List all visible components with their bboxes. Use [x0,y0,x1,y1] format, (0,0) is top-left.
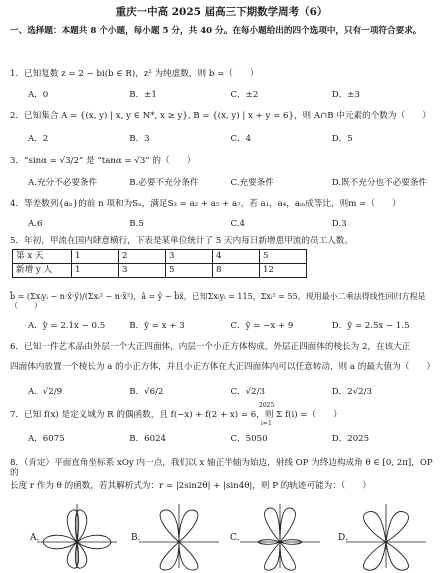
question-2-stem: 2．已知集合 A = {(x, y) | x, y ∈ N*, x ≥ y}, B = {(x, y) | x + y = 6}，则 A∩B 中元素的个数为（ ） [10,111,431,121]
sum-lower-limit: i=1 [261,420,272,427]
option-d: D． [338,533,355,543]
option-a: A． [30,533,46,543]
option-a: A．2 [28,134,49,144]
option-c: C．√2/3 [230,387,265,397]
table-cell: 2 [119,250,166,264]
curve-graph-a [33,502,121,572]
option-b: B．ŷ = x + 3 [129,321,185,331]
question-4-options [28,220,433,230]
question-8-line-2: 长度 r 作为 θ 的函数，若其解析式为：r = |2sin2θ| + |sin4θ|，则 P 的轨迹可能为：（ ） [10,481,371,491]
table-cell: 1 [72,264,119,278]
question-1-options [28,91,433,101]
data-table [12,249,307,278]
table-cell: 1 [72,250,119,264]
option-b: B．√6/2 [129,387,164,397]
option-c: C.充要条件 [230,178,274,188]
option-d: D．±3 [331,90,360,100]
option-a: A.6 [28,219,43,229]
option-d: D．2√2/3 [331,387,373,397]
question-5-options [28,322,433,332]
option-c: C．ŷ = −x + 9 [230,321,294,331]
table-row [13,264,307,278]
option-d: D.既不充分也不必要条件 [331,178,428,188]
question-6-line-2: 四面体内放置一个棱长为 a 的小正方体，并且小正方体在大正四面体内可以任意转动，则 a 的最大值为（ ） [10,362,436,372]
option-b: B．±1 [129,90,157,100]
curve-graph-c [236,502,324,572]
option-b: B.5 [129,219,144,229]
table-cell: 12 [260,264,307,278]
option-c: C．4 [230,134,252,144]
curve-graph-b [135,502,223,572]
question-6-options [28,388,433,398]
question-3-stem: 3．“sinα = √3/2” 是 “tanα = √3” 的（ ） [10,156,196,166]
table-cell: 5 [260,250,307,264]
table-cell: 3 [119,264,166,278]
table-cell: 新增 y 人 [13,264,72,278]
table-cell: 5 [166,264,213,278]
option-d: D.3 [331,219,347,229]
option-c: C． [230,533,246,543]
question-2-options [28,135,433,145]
question-6-line-1: 6．已知一件艺术品由外层一个大正四面体，内层一个小正方体构成，外层正四面体的棱长为 2，在该大正 [10,342,411,352]
option-b: B． [131,533,147,543]
option-a: A．√2/9 [28,387,63,397]
question-5-stem: 5．年初，甲流在国内肆意横行，下表是某单位统计了 5 天内每日新增患甲流的员工人数。 [10,236,353,246]
curve-graph-d [342,502,430,572]
option-a: A．0 [28,90,49,100]
option-d: D．ŷ = 2.5x − 1.5 [331,321,410,331]
question-8-line-1: 8．（肯定）平面直角坐标系 xOy 内一点，我们以 x 轴正半轴为始边，射线 OP 为终边构成角 θ ∈ [0, 2π]，OP 的 [10,458,433,478]
option-a: A．ŷ = 2.1x − 0.5 [28,321,106,331]
sum-upper-limit: 2025 [259,402,275,409]
exam-title: 重庆一中高 2025 届高三下期数学周考（6） [115,6,328,18]
option-b: B．6024 [129,434,167,444]
section-heading: 一、选择题：本题共 8 个小题，每小题 5 分，共 40 分。在每小题给出的四个选项中，只有一项符合要求。 [10,26,422,36]
option-c: C．±2 [230,90,259,100]
option-a: A．6075 [28,434,65,444]
table-cell: 8 [213,264,260,278]
option-a: A.充分不必要条件 [28,178,98,188]
option-b: B.必要不充分条件 [129,178,199,188]
question-4-stem: 4．等差数列{aₙ}的前 n 项和为Sₙ，满足S₃ = a₂ + a₅ + a₇，若 a₁，a₄，aₘ成等比，则m =（ ） [10,199,401,209]
question-7-stem: 7．已知 f(x) 是定义域为 R 的偶函数，且 f(−x) + f(2 + x) = 6，则 Σ f(i) =（ ） [10,410,342,420]
table-cell: 第 x 天 [13,250,72,264]
question-3-options [28,179,433,189]
option-d: D．5 [331,134,353,144]
table-row [13,250,307,264]
question-1-stem: 1．已知复数 z = 2 − bi(b ∈ R)，z² 为纯虚数，则 b =（ ） [10,69,259,79]
option-b: B．3 [129,134,150,144]
table-cell: 4 [213,250,260,264]
option-c: C．5050 [230,434,268,444]
option-d: D．2025 [331,434,370,444]
option-c: C.4 [230,219,245,229]
table-cell: 3 [166,250,213,264]
question-7-options [28,435,433,445]
question-5-formula: b̂ = (Σxᵢyᵢ − n·x̄·ȳ)/(Σxᵢ² − n·x̄²)，â = ȳ − b̂x̄，已知Σxᵢyᵢ = 115，Σxᵢ² = 55，现用最小二乘法得线性回归方程是（ ） [10,292,426,311]
